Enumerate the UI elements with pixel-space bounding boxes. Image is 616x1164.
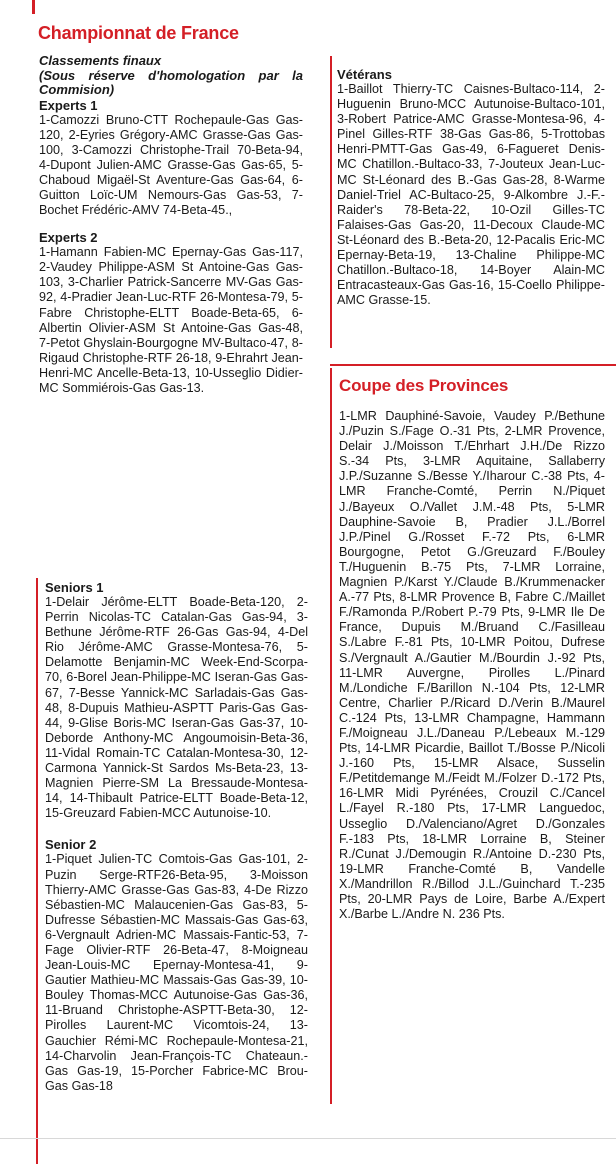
veterans-column [337,67,605,308]
veterans-column-rule [330,56,332,348]
seniors-column [45,580,308,1094]
coupe-column [339,409,605,922]
seniors1-heading: Seniors 1 [45,580,104,595]
scan-edge-line [0,1138,616,1139]
subtitle: Classements finaux [39,53,162,68]
experts1-results: 1-Camozzi Bruno-CTT Rochepaule-Gas Gas-120, 2-Eyries Grégory-AMC Grasse-Gas Gas-100, 3-Camozzi Christophe-Trail 70-Beta-94, 4-Dupont Julien-AMC Grasse-Gas Gas-65, 5-Chaboud Migaël-St Aventure-Gas Gas-64, 6-Guitton Loïc-UM Nemours-Gas Gas-53, 7-Bochet Frédéric-AMV 74-Beta-45., [39,112,303,218]
senior2-heading: Senior 2 [45,837,97,853]
veterans-results: 1-Baillot Thierry-TC Caisnes-Bultaco-114, 2-Huguenin Bruno-MCC Autunoise-Bultaco-101, 3-Robert Patrice-AMC Grasse-Montesa-96, 4-Pinel Gilles-RTF 38-Gas Gas-86, 5-Trottobas Henri-PMTT-Gas Gas-49, 6-Fagueret Denis-MC Chatillon.-Bultaco-33, 7-Jouteux Jean-Luc-MC St-Léonard des B.-Gas Gas-28, 8-Warme Daniel-Triel AC-Bultaco-25, 9-Alkombre J.-F.-Raider's 78-Beta-22, 10-Ozil Gilles-TC Falaises-Gas Gas-20, 11-Decoux Claude-MC St-Léonard des B.-Beta-20, 12-Pacalis Eric-MC Epernay-Beta-19, 13-Chaline Philippe-MC Chatillon.-Bultaco-18, 14-Boyer Alain-MC Entracasteaux-Gas Gas-16, 15-Coello Philippe-AMC Grasse-15. [337,82,605,308]
seniors-column-rule [36,578,38,1164]
experts-column [39,54,303,396]
coupe-results: 1-LMR Dauphiné-Savoie, Vaudey P./Bethune J./Puzin S./Fage O.-31 Pts, 2-LMR Provence, Delair J./Moisson T./Ehrhart J.H./De Rizzo S.-34 Pts, 3-LMR Aquitaine, Sallaberry J.P./Suzanne S./Besse Y./Iharour C.-38 Pts, 4-LMR Franche-Comté, Perrin N./Piquet J./Bayeux O./Vallet J.M.-48 Pts, 5-LMR Dauphine-Savoie B, Pradier J.L./Borrel J.P./Pinel G./Rosset F.-72 Pts, 6-LMR Bourgogne, Petot G./Greuzard F./Bouley T./Huguenin B.-75 Pts, 7-LMR Lorraine, Magnien P./Karst Y./Claude B./Krummenacker A.-77 Pts, 8-LMR Provence B, Fabre C./Maillet F./Ramonda P./Robert P.-79 Pts, 9-LMR Ile De France, Dupuis M./Bruand C./Fasilleau S./Labre F.-81 Pts, 10-LMR Poitou, Dufrese S./Vergnault A./Gautier M./Bourdin J.-92 Pts, 11-LMR Auvergne, Pirolles L./Pinard M./Londiche F./Barillon N.-104 Pts, 12-LMR Centre, Charlier P./Ricard D./Verin B./Maurel C.-124 Pts, 13-LMR Champagne, Hammann F./Moigneau J.L./Daneau P./Lebeaux M.-129 Pts, 14-LMR Picardie, Baillot T./Bosse P./Nicoli J.-160 Pts, 15-LMR Alsace, Susselin F./Petitdemange M./Feidt M./Folzer D.-172 Pts, 16-LMR Midi Pyrénées, Crouzil C./Cancel L./Fayel R.-180 Pts, 17-LMR Languedoc, Usseglio D./Valenciano/Agret D./Gonzales F.-183 Pts, 18-LMR Lorraine B, Steiner R./Cunat J./Demougin R./Antoine D.-230 Pts, 19-LMR Franche-Comté B, Vandelle X./Mandrillon R./Billod J.L./Guinchard T.-235 Pts, 20-LMR Pays de Loire, Barbe A./Expert X./Barbe L./Andre N. 236 Pts. [339,409,605,922]
experts1-heading: Experts 1 [39,97,98,113]
coupe-column-rule [330,368,332,1104]
page-title: Championnat de France [38,23,239,43]
title-left-rule [32,0,35,14]
seniors1-results: 1-Delair Jérôme-ELTT Boade-Beta-120, 2-Perrin Nicolas-TC Catalan-Gas Gas-94, 3-Bethune Jérôme-RTF 26-Gas Gas-94, 4-Del Rio Jérôme-AMC Grasse-Montesa-76, 5-Delamotte Benjamin-MC Week-End-Scorpa-70, 6-Borel Jean-Philippe-MC Iseran-Gas Gas-67, 7-Besse Yannick-MC Sarladais-Gas Gas-48, 8-Dupuis Mathieu-ASPTT Paris-Gas Gas-44, 9-Glise Boris-MC Iseran-Gas Gas-37, 10-Deborde Anthony-MC Angoumoisin-Beta-36, 11-Vidal Romain-TC Catalan-Montesa-30, 12-Carmona Yannick-St Sardos Ms-Beta-23, 13-Magnien Pierre-SM La Bressaude-Montesa-14, 14-Thibault Patrice-ELTT Boade-Beta-12, 15-Greuzard Fabien-MCC Autunoise-10. [45,595,308,821]
senior2-results: 1-Piquet Julien-TC Comtois-Gas Gas-101, 2-Puzin Serge-RTF26-Beta-95, 3-Moisson Thierry-AMC Grasse-Gas Gas-83, 4-De Rizzo Sébastien-MC Malaucenien-Gas Gas-83, 5-Dufresse Sébastien-MC Massais-Gas Gas-63, 6-Vergnault Adrien-MC Massais-Fantic-53, 7-Fage Olivier-RTF 26-Beta-47, 8-Moigneau Jean-Louis-MC Epernay-Montesa-41, 9-Gautier Mathieu-MC Massais-Gas Gas-39, 10-Bouley Thomas-MCC Autunoise-Gas Gas-36, 11-Bruand Christophe-ASPTT-Beta-30, 12-Pirolles Laurent-MC Vicomtois-24, 13-Gauchier Rémi-MC Rochepaule-Montesa-21, 14-Charvolin Jean-François-TC Chateaun.-Gas Gas-19, 15-Porcher Fabrice-MC Brou-Gas Gas-18 [45,852,308,1093]
experts2-results: 1-Hamann Fabien-MC Epernay-Gas Gas-117, 2-Vaudey Philippe-ASM St Antoine-Gas Gas-103, 3-Charlier Patrick-Sancerre MV-Gas Gas-92, 4-Pradier Jean-Luc-RTF 26-Montesa-79, 5-Fabre Christophe-ELTT Boade-Beta-65, 6-Albertin Olivier-ASM St Antoine-Gas Gas-48, 7-Petot Ghyslain-Bourgogne MV-Bultaco-47, 8-Rigaud Christophe-RTF 26-18, 9-Ehrahrt Jean-Henri-MC Ancelle-Beta-13, 10-Usseglio Didier-MC Sommiérois-Gas Gas-13. [39,245,303,395]
coupe-top-rule [330,364,616,366]
experts2-heading: Experts 2 [39,230,98,246]
reserve-note: (Sous réserve d'homologation par la Commision) [39,67,303,97]
veterans-heading: Vétérans [337,67,392,82]
coupe-heading: Coupe des Provinces [339,376,509,395]
